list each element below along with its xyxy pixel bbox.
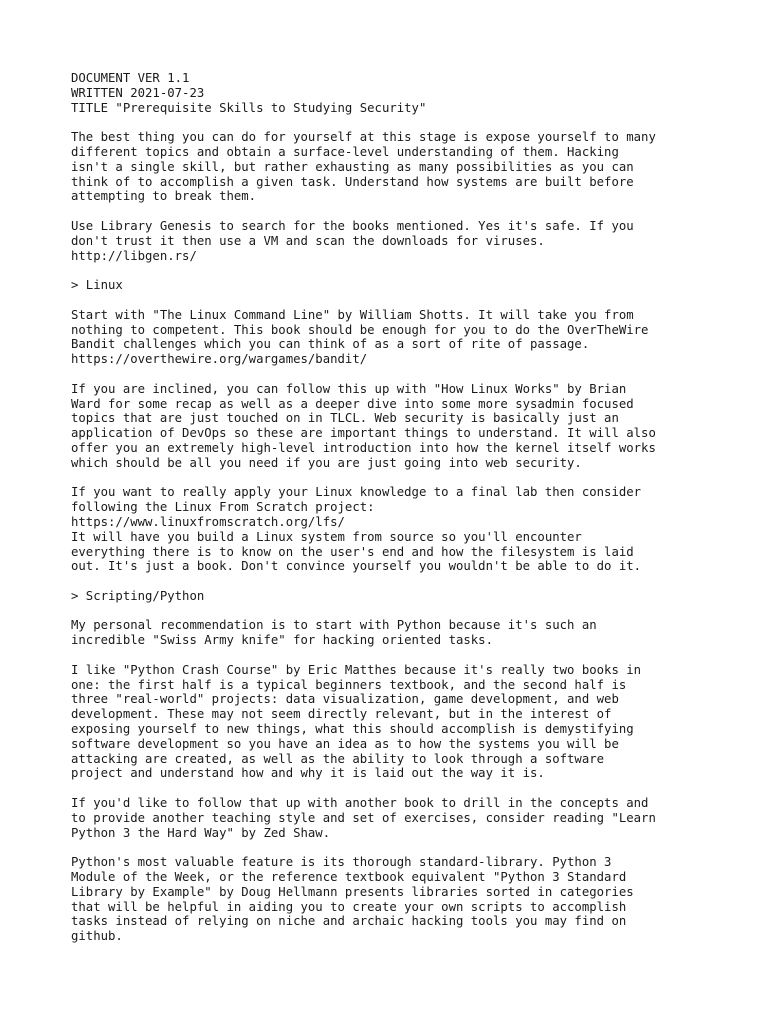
document-line: nothing to competent. This book should be enough for you to do the OverTheWire — [71, 322, 649, 337]
blank-line — [71, 263, 711, 278]
document-line: to provide another teaching style and set of exercises, consider reading "Learn — [71, 810, 656, 825]
document-line: attempting to break them. — [71, 189, 257, 204]
document-line: Library by Example" by Doug Hellmann presents libraries sorted in categories — [71, 884, 634, 899]
document-line: don't trust it then use a VM and scan the downloads for viruses. — [71, 233, 545, 248]
blank-line — [71, 648, 711, 663]
document-line: development. These may not seem directly relevant, but in the interest of — [71, 707, 612, 722]
blank-line — [71, 293, 711, 308]
document-line: https://www.linuxfromscratch.org/lfs/ — [71, 514, 345, 529]
document-line: Python's most valuable feature is its thorough standard-library. Python 3 — [71, 855, 612, 870]
blank-line — [71, 471, 711, 486]
blank-line — [71, 840, 711, 855]
document-line: tasks instead of relying on niche and archaic hacking tools you may find on — [71, 914, 627, 929]
document-line: out. It's just a book. Don't convince yourself you wouldn't be able to do it. — [71, 559, 642, 574]
document-line: everything there is to know on the user's end and how the filesystem is laid — [71, 544, 634, 559]
document-line: project and understand how and why it is laid out the way it is. — [71, 766, 545, 781]
document-page — [71, 71, 711, 944]
document-line: github. — [71, 929, 123, 944]
document-line: Python 3 the Hard Way" by Zed Shaw. — [71, 825, 331, 840]
document-line: Use Library Genesis to search for the books mentioned. Yes it's safe. If you — [71, 218, 634, 233]
document-line: If you are inclined, you can follow this up with "How Linux Works" by Brian — [71, 381, 627, 396]
document-line: which should be all you need if you are just going into web security. — [71, 455, 582, 470]
document-line: application of DevOps so these are important things to understand. It will also — [71, 426, 656, 441]
document-line: following the Linux From Scratch project: — [71, 500, 375, 515]
document-line: different topics and obtain a surface-level understanding of them. Hacking — [71, 144, 619, 159]
blank-line — [71, 204, 711, 219]
document-line: > Linux — [71, 278, 123, 293]
blank-line — [71, 115, 711, 130]
blank-line — [71, 604, 711, 619]
document-line: three "real-world" projects: data visualization, game development, and web — [71, 692, 619, 707]
document-line: software development so you have an idea as to how the systems you will be — [71, 736, 619, 751]
document-line: https://overthewire.org/wargames/bandit/ — [71, 352, 368, 367]
document-line: topics that are just touched on in TLCL. Web security is basically just an — [71, 411, 619, 426]
document-line: I like "Python Crash Course" by Eric Matthes because it's really two books in — [71, 662, 642, 677]
document-line: If you'd like to follow that up with another book to drill in the concepts and — [71, 796, 649, 811]
document-line: incredible "Swiss Army knife" for hacking oriented tasks. — [71, 633, 493, 648]
document-line: WRITTEN 2021-07-23 — [71, 85, 205, 100]
document-line: The best thing you can do for yourself at this stage is expose yourself to many — [71, 130, 656, 145]
document-line: DOCUMENT VER 1.1 — [71, 71, 190, 85]
document-line: Bandit challenges which you can think of as a sort of rite of passage. — [71, 337, 590, 352]
document-line: think of to accomplish a given task. Understand how systems are built before — [71, 174, 634, 189]
blank-line — [71, 781, 711, 796]
blank-line — [71, 574, 711, 589]
document-line: My personal recommendation is to start with Python because it's such an — [71, 618, 597, 633]
document-line: http://libgen.rs/ — [71, 248, 197, 263]
document-line: Start with "The Linux Command Line" by William Shotts. It will take you from — [71, 307, 634, 322]
document-line: attacking are created, as well as the ability to look through a software — [71, 751, 605, 766]
document-line: isn't a single skill, but rather exhausting as many possibilities as you can — [71, 159, 634, 174]
document-line: > Scripting/Python — [71, 588, 205, 603]
document-line: If you want to really apply your Linux knowledge to a final lab then consider — [71, 485, 642, 500]
document-line: Ward for some recap as well as a deeper dive into some more sysadmin focused — [71, 396, 634, 411]
blank-line — [71, 367, 711, 382]
document-line: one: the first half is a typical beginners textbook, and the second half is — [71, 677, 627, 692]
document-line: It will have you build a Linux system from source so you'll encounter — [71, 529, 582, 544]
document-line: exposing yourself to new things, what this should accomplish is demystifying — [71, 722, 634, 737]
document-line: Module of the Week, or the reference textbook equivalent "Python 3 Standard — [71, 870, 627, 885]
document-line: that will be helpful in aiding you to create your own scripts to accomplish — [71, 899, 627, 914]
document-line: TITLE "Prerequisite Skills to Studying Security" — [71, 100, 427, 115]
document-line: offer you an extremely high-level introduction into how the kernel itself works — [71, 440, 656, 455]
